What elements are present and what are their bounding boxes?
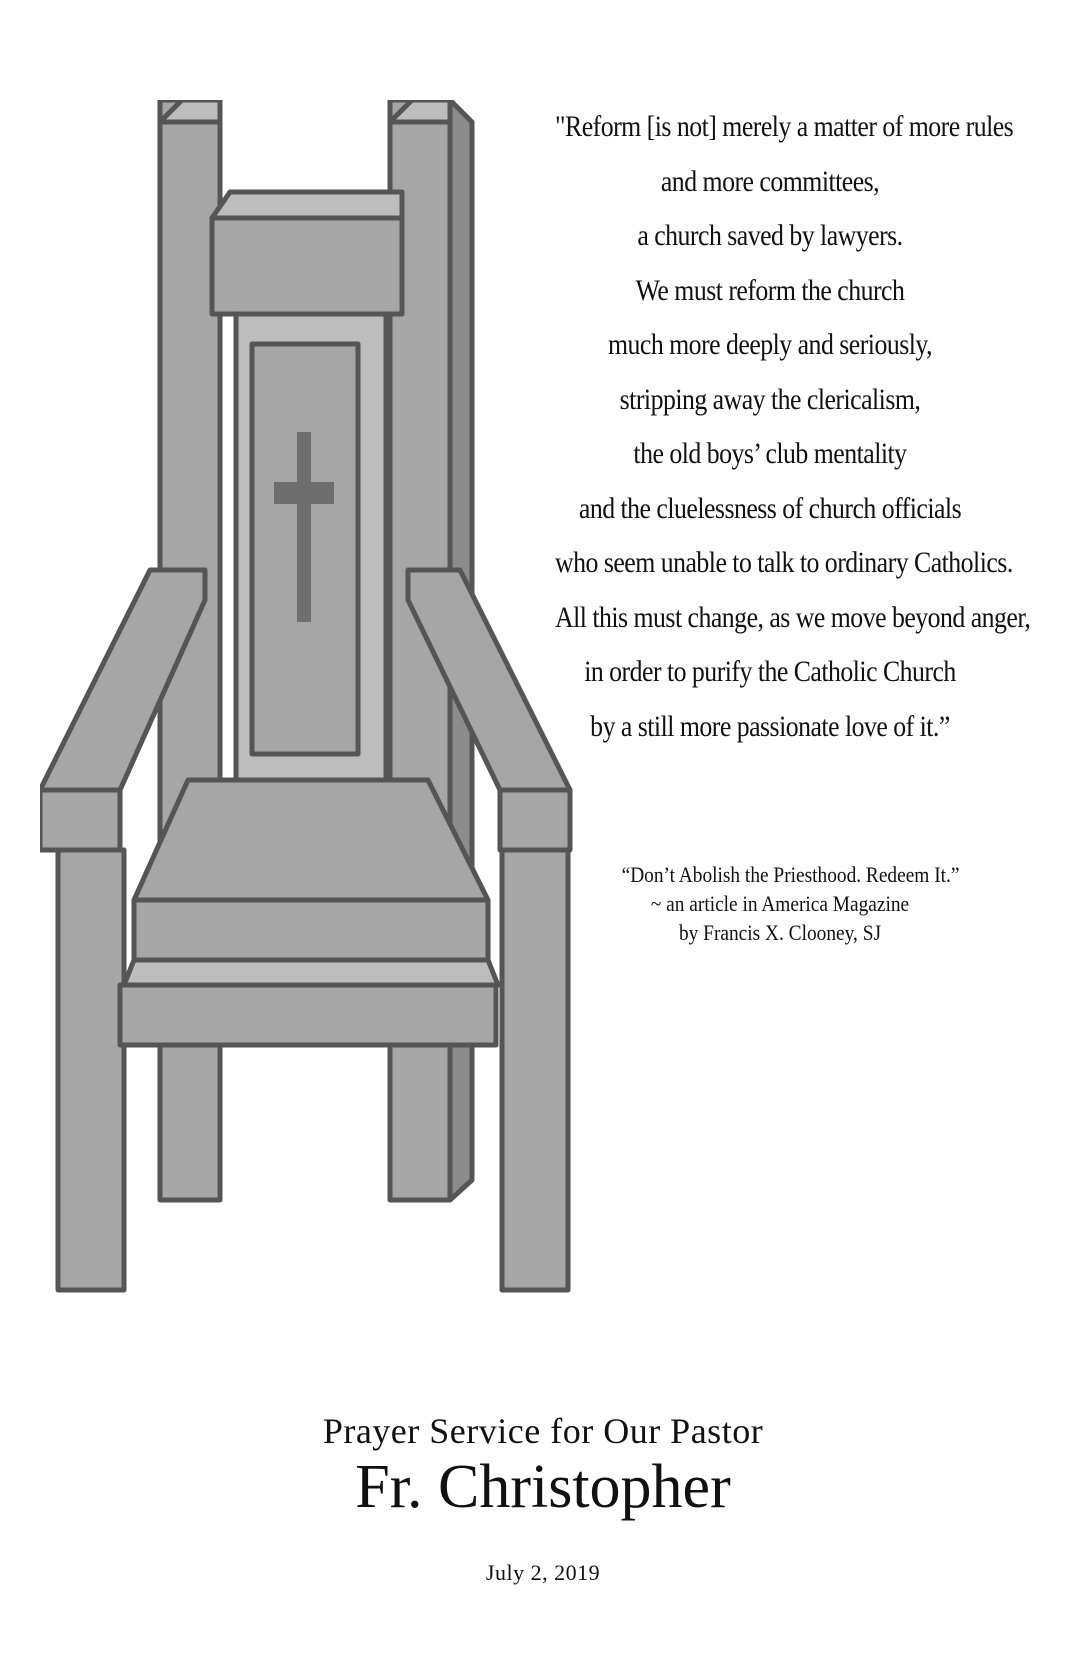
quote-block [555, 100, 1031, 754]
seat-top [134, 780, 488, 900]
quote-line: All this must change, as we move beyond anger, [555, 600, 1031, 634]
quote-line: by a still more passionate love of it.” [590, 709, 950, 743]
quote-line: "Reform [is not] merely a matter of more rules [555, 110, 1014, 143]
top-rail-front [212, 218, 402, 314]
left-arm-front [40, 790, 120, 850]
quote-line: much more deeply and seriously, [607, 328, 933, 361]
right-front-leg [502, 850, 568, 1290]
seat-base-top [124, 960, 498, 985]
service-date: July 2, 2019 [485, 1560, 601, 1585]
chair-with-cross-icon [40, 100, 610, 1380]
seat-cushion-front [134, 900, 488, 960]
quote-line: and the cluelessness of church officials [578, 491, 962, 525]
quote-attribution [621, 860, 960, 947]
article-title: “Don’t Abolish the Priesthood. Redeem It.” [621, 862, 960, 887]
quote-line: a church saved by lawyers. [637, 219, 903, 252]
quote-line: who seem unable to talk to ordinary Catholics. [555, 546, 1013, 579]
left-front-leg [58, 850, 124, 1290]
article-author: by Francis X. Clooney, SJ [678, 920, 882, 945]
top-rail-top [212, 192, 402, 218]
service-subtitle: Prayer Service for Our Pastor [322, 1411, 764, 1451]
quote-line: the old boys’ club mentality [633, 437, 907, 470]
seat-base-front [120, 985, 496, 1045]
pastor-name-title: Fr. Christopher [355, 1453, 731, 1521]
cross-vertical [297, 432, 311, 622]
quote-line: in order to purify the Catholic Church [584, 655, 956, 688]
right-arm-front [500, 790, 570, 850]
quote-line: and more committees, [660, 164, 880, 198]
article-source: ~ an article in America Magazine [650, 891, 910, 916]
cross-horizontal [274, 482, 334, 504]
quote-line: We must reform the church [635, 273, 905, 307]
quote-line: stripping away the clericalism, [619, 382, 921, 416]
